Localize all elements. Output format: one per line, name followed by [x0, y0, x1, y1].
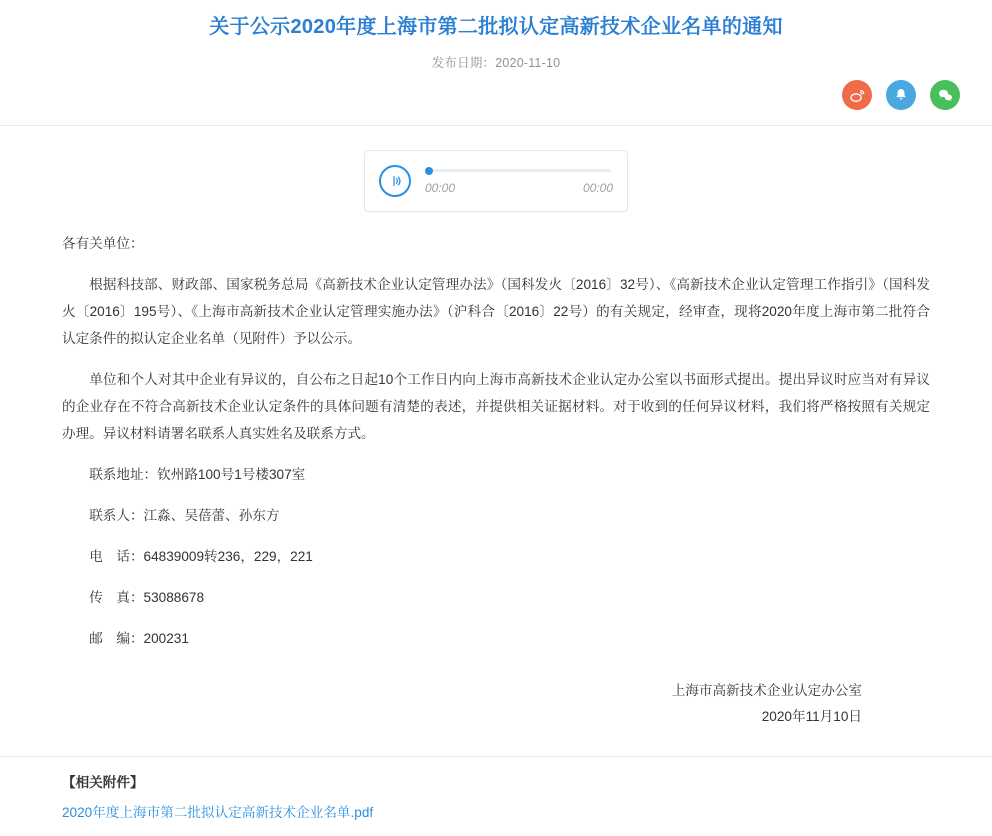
article-body — [0, 212, 992, 730]
audio-progress-slider[interactable] — [425, 169, 611, 172]
document-header — [0, 0, 992, 126]
attachment-section — [0, 756, 992, 836]
paragraph: 根据科技部、财政部、国家税务总局《高新技术企业认定管理办法》（国科发火〔2016〕32号）、《高新技术企业认定管理工作指引》（国科发火〔2016〕195号）、《上海市高新技术企业认定管理实施办法》（沪科合〔2016〕22号）的有关规定，经审查，现将2020年度上海市第二批符合认定条件的拟认定企业名单（见附件）予以公示。 — [62, 277, 930, 346]
weibo-share-icon[interactable] — [842, 80, 872, 110]
audio-current-time: 00:00 — [425, 181, 456, 195]
attachment-file-link[interactable]: 2020年度上海市第二批拟认定高新技术企业名单.pdf — [62, 805, 374, 820]
attachment-title: 【相关附件】 — [62, 775, 144, 790]
audio-total-time: 00:00 — [582, 181, 613, 195]
salutation: 各有关单位： — [62, 236, 144, 251]
contact-person: 联系人：江淼、吴蓓蕾、孙东方 — [89, 508, 280, 523]
contact-postcode: 邮 编：200231 — [89, 631, 189, 646]
bell-share-icon[interactable] — [886, 80, 916, 110]
contact-address: 联系地址：钦州路100号1号楼307室 — [89, 467, 306, 482]
audio-player-region — [0, 126, 992, 212]
audio-progress-knob[interactable] — [425, 167, 433, 175]
publish-date: 发布日期：2020-11-10 — [431, 56, 561, 70]
audio-times — [425, 181, 613, 195]
signature — [62, 678, 930, 730]
share-buttons — [0, 71, 992, 115]
audio-player[interactable] — [364, 150, 628, 212]
page-title: 关于公示2020年度上海市第二批拟认定高新技术企业名单的通知 — [209, 16, 783, 38]
signature-org: 上海市高新技术企业认定办公室 — [671, 683, 862, 698]
contact-fax: 传 真：53088678 — [89, 590, 205, 605]
signature-date: 2020年11月10日 — [761, 709, 862, 724]
paragraph: 单位和个人对其中企业有异议的，自公布之日起10个工作日内向上海市高新技术企业认定办公室以书面形式提出。提出异议时应当对有异议的企业存在不符合高新技术企业认定条件的具体问题有清楚的表述，并提供相关证据材料。对于收到的任何异议材料，我们将严格按照有关规定办理。异议材料请署名联系人真实姓名及联系方式。 — [62, 372, 930, 441]
play-button[interactable] — [379, 165, 411, 197]
audio-controls — [425, 161, 613, 201]
wechat-share-icon[interactable] — [930, 80, 960, 110]
contact-phone: 电 话：64839009转236，229，221 — [89, 549, 313, 564]
